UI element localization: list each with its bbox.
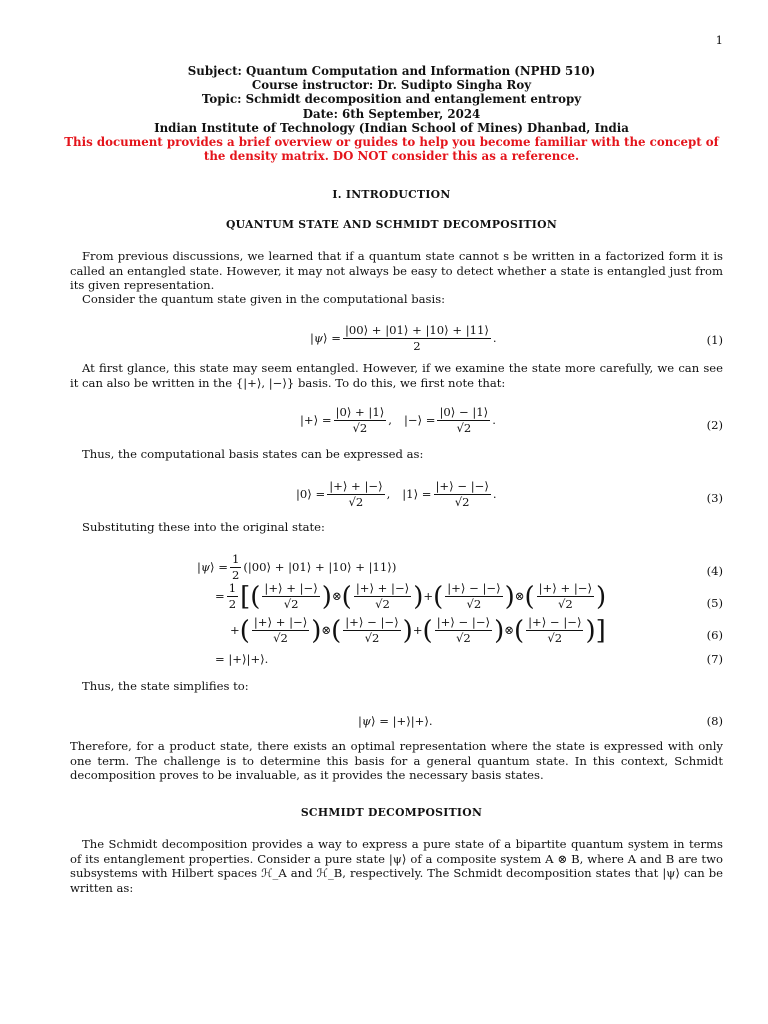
institute-line: Indian Institute of Technology (Indian School of Mines) Dhanbad, India <box>154 120 629 135</box>
section-heading-introduction: I. INTRODUCTION <box>332 188 451 201</box>
equation-8: | ψ ⟩ = |+⟩|+⟩. (8) <box>358 714 723 728</box>
equation-number: (4) <box>706 564 723 578</box>
equation-number: (8) <box>706 714 723 728</box>
paragraph-expressed-as: Thus, the computational basis states can be expressed as: <box>82 447 424 461</box>
paragraph-simplifies: Thus, the state simplifies to: <box>82 679 249 693</box>
equation-5: = $\frac{1}{2}$ [ ( $\frac{|+⟩ + |-⟩}{√2}$ ) ⊗ ( $\frac{|+⟩ + |-⟩}{√2}$ ) + ( $\frac{|+⟩ - |-⟩}{√2}$ ) ⊗ ( $\frac{|+⟩ + |-⟩}{√2}$ ) (5) <box>215 581 723 612</box>
equation-number: (7) <box>706 652 723 666</box>
equation-number: (2) <box>706 418 723 432</box>
instructor-line: Course instructor: Dr. Sudipto Singha Roy <box>251 78 532 93</box>
equation-6: + ( $\frac{|+⟩ + |-⟩}{√2}$ ) ⊗ ( $\frac{|+⟩ - |-⟩}{√2}$ ) + ( $\frac{|+⟩ - |-⟩}{√2}$ ) ⊗ ( $\frac{|+⟩ - |-⟩}{√2}$ ) ] (6) <box>230 615 723 646</box>
page-number: 1 <box>715 33 723 47</box>
subsection-heading-schmidt: SCHMIDT DECOMPOSITION <box>300 806 483 819</box>
equation-number: (1) <box>706 333 723 347</box>
paragraph-computational-basis: Consider the quantum state given in the computational basis: <box>82 292 446 306</box>
paragraph-product-state: Therefore, for a product state, there exists an optimal representation where the state is expressed with only one term. The challenge is to determine this basis for a general quantum state. In this context, Schmidt decomposition proves to be invaluable, as it provides the necessary basis states. <box>70 739 723 782</box>
paragraph-substituting: Substituting these into the original state: <box>82 520 325 534</box>
paragraph-schmidt-intro: The Schmidt decomposition provides a way to express a pure state of a bipartite quantum system in terms of its entanglement properties. Consider a pure state |ψ⟩ of a composite system A ⊗ B, where A and B are two subsystems with Hilbert spaces ℋ_A and ℋ_B, respectively. The Schmidt decomposition states that |ψ⟩ can be written as: <box>70 837 723 895</box>
equation-number: (6) <box>706 628 723 642</box>
subject-line: Subject: Quantum Computation and Information (NPHD 510) <box>187 64 596 78</box>
equation-number: (3) <box>706 491 723 505</box>
document-header <box>60 64 723 163</box>
equation-4: | ψ ⟩ = $\frac{1}{2}$ (|00⟩ + |01⟩ + |10⟩ + |11⟩) (4) <box>197 552 723 582</box>
equation-1: | ψ ⟩ = $\frac{|00⟩ + |01⟩ + |10⟩ + |11⟩}{2}$ . (1) <box>310 323 723 353</box>
equation-number: (5) <box>706 596 723 610</box>
equation-2: |+⟩ = $\frac{|0⟩ + |1⟩}{√2}$ , |−⟩ = $\frac{|0⟩ - |1⟩}{√2}$ . (2) <box>300 405 723 435</box>
topic-line: Topic: Schmidt decomposition and entanglement entropy <box>201 92 582 107</box>
paragraph-plus-minus-basis: At first glance, this state may seem entangled. However, if we examine the state more carefully, we can see it can also be written in the {|+⟩, |−⟩} basis. To do this, we first note that: <box>70 361 723 390</box>
disclaimer-note: This document provides a brief overview or guides to help you become familiar with the concept of the density matrix. DO NOT consider this as a reference. <box>64 135 719 164</box>
equation-3: |0⟩ = $\frac{|+⟩ + |-⟩}{√2}$ , |1⟩ = $\frac{|+⟩ - |-⟩}{√2}$ . (3) <box>296 479 723 509</box>
date-line: Date: 6th September, 2024 <box>302 106 481 121</box>
paragraph-entangled-definition: From previous discussions, we learned that if a quantum state cannot s be written in a factorized form it is called an entangled state. However, it may not always be easy to detect whether a state is entangled just from its given representation. <box>70 249 723 292</box>
equation-7: = |+⟩|+⟩. (7) <box>215 652 723 666</box>
subsection-heading-quantum-state: QUANTUM STATE AND SCHMIDT DECOMPOSITION <box>225 218 558 231</box>
